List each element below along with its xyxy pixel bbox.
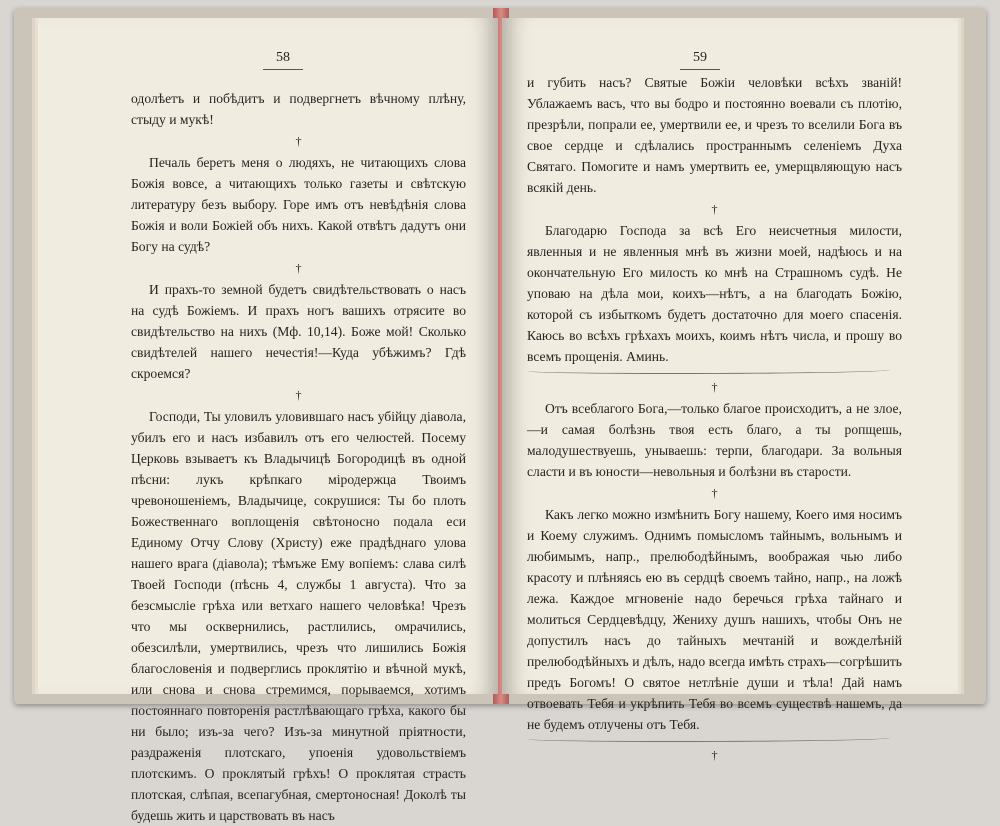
paragraph: Отъ всеблагого Бога,—только благое происходитъ, а не злое,—и самая болѣзнь твоя есть благо, а ты ропщешь, малодушествуешь, унываешь: терпи, благодари. За вольныя сласти и въ юности—невольныя и болѣзни въ старости. bbox=[527, 401, 902, 479]
paragraph: И прахъ-то земной будетъ свидѣтельствовать о насъ на судѣ Божіемъ. И прахъ ногъ вашихъ отрясите во свидѣтельство на нихъ (Мф. 10,14). Боже мой! Сколько свидѣтелей нашего нечестія!—Куда убѣжимъ? Гдѣ скроемся? bbox=[131, 282, 466, 381]
paragraph: Печаль беретъ меня о людяхъ, не читающихъ слова Божія вовсе, а читающихъ только газеты и свѣтскую литературу безъ выбору. Горе имъ отъ невѣдѣнія слова Божія и воли Божіей объ нихъ. Какой отвѣтъ дадутъ они Богу на судѣ? bbox=[131, 155, 466, 254]
page-number: 59 bbox=[680, 50, 720, 70]
dagger-separator-icon: † bbox=[295, 261, 302, 275]
text-column bbox=[527, 72, 902, 766]
right-page bbox=[502, 18, 958, 762]
page-number: 58 bbox=[263, 50, 303, 70]
paragraph: Благодарю Господа за всѣ Его неисчетныя милости, явленныя и не явленныя мнѣ въ жизни моей, надѣюсь и на окончательную Его милость ко мнѣ на Страшномъ судѣ. Не уповаю на дѣла мои, коихъ—нѣтъ, а на благодать Божію, которой съ избыткомъ будетъ достаточно для моего спасенія. Каюсь во всѣхъ грѣхахъ моихъ, коимъ нѣтъ числа, и прошу во всемъ прощенія. Аминь. bbox=[527, 223, 902, 364]
dagger-separator-icon: † bbox=[295, 388, 302, 402]
paragraph: Господи, Ты уловилъ уловившаго насъ убійцу діавола, убилъ его и насъ избавилъ отъ его челюстей. Посему Церковь взываетъ къ Владычицѣ Богородицѣ въ одной пѣсни: лукъ крѣпкаго міродержца Твоимъ чревоношеніемъ, Владычице, сокрушися: Ты бо плоть Божественнаго воплощенія свѣтоносно подала еси Единому Отчу Слову (Христу) еже прадѣднаго улова нашего врага (діавола); тѣмъже Ему вопіемъ: слава силѣ Твоей Господи (пѣснь 4, службы 1 августа). Что за безсмысліе грѣха или ветхаго нашего человѣка! Чрезъ что мы осквернились, растлились, омрачились, обезсилѣли, умертвились, чрезъ что лишились Божія благословенія и подверглись проклятію и вѣчной мукѣ, или снова и снова стремимся, порываемся, хотимъ постояннаго повторенія растлѣвающаго грѣха, какого бы ни было; изъ-за чего? Изъ-за минутной пріятности, раздраженія плотскаго, упоенія удовольствіемъ плотскимъ. О проклятый грѣхъ! О проклятая страсть плотская, слѣпая, всепагубная, смертоносная! Доколѣ ты будешь жить и царствовать въ насъ bbox=[131, 409, 466, 823]
dagger-separator-icon: † bbox=[711, 748, 718, 762]
paragraph: Какъ легко можно измѣнить Богу нашему, Коего имя носимъ и Коему служимъ. Однимъ помысломъ тайнымъ, вольнымъ и любимымъ, напр., прелюбодѣйнымъ, воображая чью либо красоту и плѣняясь ею въ сердцѣ своемъ тайно, напр., на ложѣ лежа. Каждое мгновеніе надо беречься грѣха тайнаго и молиться Сердцевѣдцу, Жениху душъ нашихъ, чтобы Онъ не допустилъ насъ до тайныхъ мечтаній и вожделѣній прелюбодѣйныхъ и дѣлъ, надо всегда имѣть страхъ—согрѣшить предъ Богомъ! О святое нетлѣніе души и тѣла! Дай намъ отвоевать Тебя и укрѣпить Тебя во всемъ существѣ нашемъ, да не будемъ отлучены отъ Тебя. bbox=[527, 507, 902, 732]
pencil-underline bbox=[527, 367, 890, 374]
dagger-separator-icon: † bbox=[711, 486, 718, 500]
left-page bbox=[38, 18, 498, 823]
paragraph: одолѣетъ и побѣдитъ и подвергнетъ вѣчному плѣну, стыду и мукѣ! bbox=[131, 91, 466, 127]
dagger-separator-icon: † bbox=[711, 380, 718, 394]
dagger-separator-icon: † bbox=[295, 134, 302, 148]
dagger-separator-icon: † bbox=[711, 202, 718, 216]
paragraph: и губить насъ? Святые Божіи человѣки всѣхъ званій! Ублажаемъ васъ, что вы бодро и постоянно воевали съ плотію, презрѣли, попрали ее, умертвили ее, и чрезъ то вселили Бога въ свое сердце и сдѣлались пространнымъ селеніемъ Духа Святаго. Помогите и намъ умертвить ее, умерщвляющую насъ всякій день. bbox=[527, 75, 902, 195]
text-column bbox=[131, 88, 466, 826]
pencil-underline bbox=[527, 735, 890, 742]
